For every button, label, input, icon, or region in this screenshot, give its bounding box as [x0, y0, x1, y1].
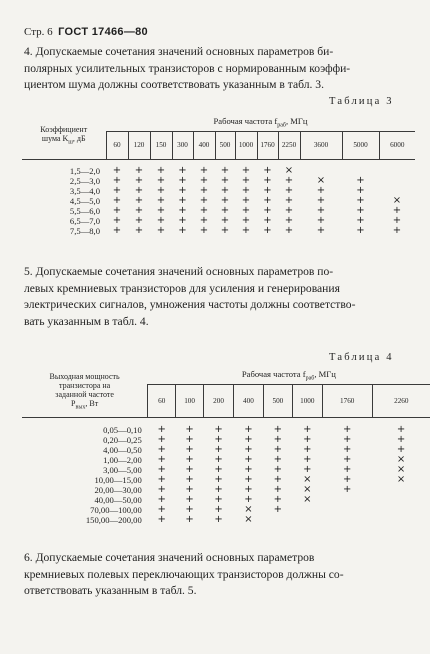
mark-cell: + — [157, 463, 166, 475]
row-header-unit: , дБ — [72, 133, 86, 143]
mark-cell: + — [273, 483, 283, 495]
row-header-line: Коэффициент — [40, 124, 88, 134]
mark-cell: + — [134, 174, 144, 186]
mark-cell: + — [396, 423, 406, 435]
column-header-unit: , МГц — [314, 369, 336, 380]
row-label: 150,00—200,00 — [85, 515, 142, 525]
row-label: 20,00—30,00 — [94, 485, 142, 495]
frequency-cell: 1000 — [235, 131, 257, 159]
mark-cell: × — [244, 503, 253, 515]
table-row — [22, 425, 430, 435]
mark-cell: + — [342, 483, 352, 495]
row-header — [22, 114, 106, 159]
mark-cell: + — [156, 204, 166, 216]
row-label: 7,5—8,0 — [69, 226, 100, 236]
text-line: электрических сигналов, умножения частоты должны соответство- — [24, 298, 356, 311]
table-row — [22, 515, 430, 525]
mark-cell: + — [178, 214, 187, 226]
mark-cell: + — [392, 214, 402, 226]
mark-cell: + — [342, 473, 352, 485]
text-line: 6. Допускаемые сочетания значений основных параметров — [24, 551, 315, 564]
mark-cell: + — [156, 194, 166, 206]
mark-cell: + — [214, 483, 223, 495]
frequency-cell: 150 — [150, 131, 172, 159]
mark-cell: + — [220, 194, 230, 206]
row-label: 0,20—0,25 — [103, 435, 142, 445]
row-label: 40,00—50,00 — [94, 495, 142, 505]
mark-cell: × — [303, 473, 312, 485]
mark-cell: + — [284, 224, 294, 236]
mark-cell: + — [392, 204, 402, 216]
mark-cell: + — [303, 453, 312, 465]
mark-cell — [372, 485, 430, 495]
mark-cell: + — [214, 493, 223, 505]
mark-cell: + — [185, 513, 194, 525]
mark-cell: + — [134, 184, 144, 196]
mark-cell: + — [157, 423, 166, 435]
mark-cell: + — [273, 433, 283, 445]
mark-cell — [379, 166, 415, 176]
mark-cell: + — [112, 214, 122, 226]
frequency-cell: 400 — [193, 131, 215, 159]
mark-cell: + — [316, 184, 326, 196]
column-header-sub: раб — [277, 122, 286, 129]
row-label: 2,5—3,0 — [69, 176, 100, 186]
row-header-line: заданной частоте — [55, 389, 114, 399]
table-row — [22, 485, 430, 495]
column-header-text: Рабочая частота f — [213, 115, 278, 126]
frequency-cell: 60 — [148, 384, 176, 417]
mark-cell: + — [112, 174, 122, 186]
row-header-line: Выходная мощность — [49, 371, 120, 381]
mark-cell: + — [241, 184, 251, 196]
mark-cell — [372, 515, 430, 525]
frequency-cell: 100 — [176, 384, 204, 417]
mark-cell: + — [263, 214, 272, 226]
spacer-cell — [22, 417, 430, 425]
mark-cell: + — [303, 423, 312, 435]
mark-cell: + — [199, 164, 209, 176]
frequency-cell: 1000 — [292, 384, 322, 417]
table-row — [22, 505, 430, 515]
row-label: 6,5—7,0 — [69, 216, 100, 226]
mark-cell: + — [342, 463, 352, 475]
mark-cell: + — [178, 174, 187, 186]
mark-cell: + — [303, 443, 312, 455]
mark-cell: + — [220, 164, 230, 176]
mark-cell: + — [342, 423, 352, 435]
mark-cell: + — [241, 204, 251, 216]
mark-cell: + — [214, 503, 223, 515]
mark-cell: × — [303, 493, 312, 505]
mark-cell: + — [214, 443, 223, 455]
mark-cell: + — [185, 463, 194, 475]
mark-cell — [263, 515, 292, 525]
mark-cell: + — [178, 184, 187, 196]
mark-cell: + — [220, 214, 230, 226]
table-row — [22, 465, 430, 475]
frequency-cell: 1760 — [322, 384, 372, 417]
mark-cell: + — [303, 463, 312, 475]
spacer-row — [22, 417, 430, 425]
mark-cell: + — [241, 174, 251, 186]
paragraph-4 — [24, 44, 408, 94]
row-header-line: шума K — [41, 133, 69, 143]
frequency-cell: 400 — [233, 384, 263, 417]
frequency-cell: 60 — [106, 131, 128, 159]
page-header — [24, 26, 148, 38]
spacer-cell — [22, 159, 415, 166]
mark-cell: + — [263, 174, 272, 186]
mark-cell: × — [303, 483, 312, 495]
row-header-line: транзистора на — [59, 380, 111, 390]
mark-cell: + — [220, 184, 230, 196]
mark-cell: + — [112, 164, 122, 176]
table-row — [22, 435, 430, 445]
mark-cell: + — [396, 433, 406, 445]
mark-cell: × — [396, 473, 406, 485]
mark-cell: + — [284, 194, 294, 206]
mark-cell: + — [112, 204, 122, 216]
mark-cell: + — [199, 204, 209, 216]
mark-cell: + — [316, 214, 326, 226]
mark-cell: + — [263, 164, 272, 176]
mark-cell: + — [156, 174, 166, 186]
mark-cell: + — [178, 164, 187, 176]
mark-cell: × — [396, 453, 406, 465]
mark-cell — [372, 505, 430, 515]
text-line: вать указанным в табл. 4. — [24, 314, 149, 328]
row-label: 4,00—0,50 — [103, 445, 142, 455]
column-header-unit: , МГц — [285, 115, 308, 126]
mark-cell: + — [214, 473, 223, 485]
frequency-cell: 300 — [172, 131, 193, 159]
text-line: левых кремниевых транзисторов для усиления и генерирования — [24, 281, 340, 295]
spacer-row — [22, 159, 415, 166]
mark-cell: + — [185, 473, 194, 485]
mark-cell: + — [244, 483, 253, 495]
mark-cell: + — [241, 194, 251, 206]
mark-cell: + — [214, 463, 223, 475]
mark-cell: + — [199, 184, 209, 196]
mark-cell: × — [284, 164, 294, 176]
mark-cell: + — [241, 214, 251, 226]
row-label: 5,5—6,0 — [69, 206, 100, 216]
frequency-cell: 2260 — [372, 384, 430, 417]
mark-cell: + — [263, 184, 272, 196]
mark-cell: + — [134, 214, 144, 226]
mark-cell — [322, 495, 372, 505]
text-line: кремниевых полевых переключающих транзисторов должны со- — [24, 567, 344, 581]
mark-cell: + — [244, 493, 253, 505]
row-label: 70,00—100,00 — [90, 505, 142, 515]
mark-cell: × — [316, 174, 326, 186]
mark-cell: + — [157, 513, 166, 525]
table-row — [22, 445, 430, 455]
mark-cell: + — [342, 453, 352, 465]
mark-cell: + — [156, 214, 166, 226]
mark-cell: + — [284, 204, 294, 216]
mark-cell: + — [112, 224, 122, 236]
table-4-caption: Таблица 4 — [329, 352, 394, 363]
column-group-header — [148, 368, 430, 384]
page-number: Стр. 6 — [24, 26, 53, 38]
column-header-text: Рабочая частота f — [241, 369, 306, 380]
mark-cell: + — [134, 164, 144, 176]
mark-cell: + — [199, 174, 209, 186]
mark-cell: + — [263, 204, 272, 216]
frequency-cell: 120 — [128, 131, 150, 159]
mark-cell: + — [220, 224, 230, 236]
mark-cell: + — [396, 443, 406, 455]
mark-cell: + — [342, 443, 352, 455]
frequency-cell: 5000 — [342, 131, 379, 159]
mark-cell: + — [244, 473, 253, 485]
text-line: 5. Допускаемые сочетания значений основных параметров по- — [24, 265, 334, 278]
mark-cell: + — [220, 204, 230, 216]
mark-cell: + — [134, 224, 144, 236]
mark-cell: + — [185, 503, 194, 515]
mark-cell: + — [185, 423, 194, 435]
mark-cell: + — [303, 433, 312, 445]
frequency-cell: 500 — [263, 384, 292, 417]
mark-cell: + — [185, 483, 194, 495]
mark-cell: + — [220, 174, 230, 186]
mark-cell: + — [356, 214, 365, 226]
mark-cell: + — [157, 503, 166, 515]
mark-cell: + — [244, 433, 253, 445]
paragraph-6 — [24, 550, 408, 600]
mark-cell: + — [356, 204, 365, 216]
mark-cell: + — [157, 433, 166, 445]
mark-cell: × — [396, 463, 406, 475]
row-label: 4,5—5,0 — [69, 196, 100, 206]
mark-cell: + — [214, 423, 223, 435]
mark-cell: + — [185, 493, 194, 505]
table-row — [22, 226, 415, 236]
table-row — [22, 475, 430, 485]
row-label: 3,5—4,0 — [69, 186, 100, 196]
mark-cell: + — [112, 184, 122, 196]
mark-cell — [292, 515, 322, 525]
mark-cell: + — [342, 433, 352, 445]
mark-cell: + — [263, 224, 272, 236]
mark-cell: + — [178, 194, 187, 206]
mark-cell: + — [273, 473, 283, 485]
mark-cell: + — [156, 164, 166, 176]
mark-cell: + — [178, 224, 187, 236]
mark-cell: + — [241, 224, 251, 236]
mark-cell: + — [157, 483, 166, 495]
row-header — [22, 368, 148, 417]
mark-cell: + — [284, 214, 294, 226]
table-row — [22, 455, 430, 465]
text-line: 4. Допускаемые сочетания значений основных параметров би- — [24, 45, 334, 58]
mark-cell: + — [316, 224, 326, 236]
frequency-cell: 6000 — [379, 131, 415, 159]
row-label: 10,00—15,00 — [94, 475, 142, 485]
mark-cell: × — [244, 513, 253, 525]
mark-cell — [322, 515, 372, 525]
mark-cell: + — [273, 503, 283, 515]
mark-cell: + — [112, 194, 122, 206]
mark-cell — [372, 495, 430, 505]
mark-cell: + — [273, 463, 283, 475]
mark-cell: + — [273, 493, 283, 505]
mark-cell: + — [356, 184, 365, 196]
frequency-cell: 500 — [215, 131, 235, 159]
mark-cell: + — [199, 224, 209, 236]
row-header-sub: вых — [75, 404, 86, 411]
frequency-cell: 3600 — [300, 131, 342, 159]
row-header-line: P — [71, 398, 76, 408]
mark-cell: + — [244, 463, 253, 475]
text-line: циентом шума должны соответствовать указанным в табл. 3. — [24, 78, 324, 91]
mark-cell: + — [214, 513, 223, 525]
row-header-sub: ш — [68, 139, 73, 146]
mark-cell: + — [156, 184, 166, 196]
row-label: 3,00—5,00 — [103, 465, 142, 475]
text-line: ответствовать указанным в табл. 5. — [24, 584, 197, 597]
mark-cell: + — [185, 433, 194, 445]
mark-cell: + — [284, 184, 294, 196]
mark-cell: + — [214, 433, 223, 445]
table-row — [22, 495, 430, 505]
mark-cell: + — [157, 453, 166, 465]
mark-cell: + — [156, 224, 166, 236]
table-4 — [22, 368, 430, 525]
paragraph-5 — [24, 264, 408, 330]
mark-cell: + — [356, 174, 365, 186]
text-line: полярных усилительных транзисторов с нормированным коэффи- — [24, 61, 351, 75]
mark-cell: + — [199, 194, 209, 206]
mark-cell: + — [316, 194, 326, 206]
column-group-header — [106, 114, 415, 131]
frequency-cell: 2250 — [278, 131, 300, 159]
mark-cell — [322, 505, 372, 515]
frequency-cell: 200 — [204, 384, 234, 417]
mark-cell: + — [392, 224, 402, 236]
mark-cell: + — [356, 194, 365, 206]
row-label: 0,05—0,10 — [103, 425, 142, 435]
mark-cell: + — [214, 453, 223, 465]
mark-cell: + — [241, 164, 251, 176]
mark-cell: + — [134, 204, 144, 216]
header-row — [22, 368, 430, 384]
gost-number: ГОСТ 17466—80 — [58, 26, 148, 38]
row-label: 1,00—2,00 — [103, 455, 142, 465]
mark-cell: + — [356, 224, 365, 236]
mark-cell: + — [244, 423, 253, 435]
mark-cell: + — [273, 423, 283, 435]
mark-cell: + — [157, 443, 166, 455]
mark-cell — [379, 176, 415, 186]
mark-cell: + — [284, 174, 294, 186]
frequency-cell: 1760 — [257, 131, 278, 159]
mark-cell: + — [185, 443, 194, 455]
mark-cell: + — [178, 204, 187, 216]
table-3 — [22, 114, 415, 236]
mark-cell: + — [244, 443, 253, 455]
mark-cell: + — [273, 443, 283, 455]
mark-cell: + — [316, 204, 326, 216]
mark-cell: + — [244, 453, 253, 465]
mark-cell: + — [134, 194, 144, 206]
column-header-sub: раб — [305, 376, 315, 383]
mark-cell — [292, 505, 322, 515]
mark-cell: + — [185, 453, 194, 465]
table-3-caption: Таблица 3 — [329, 96, 394, 107]
mark-cell: × — [392, 194, 402, 206]
row-label: 1,5—2,0 — [69, 166, 100, 176]
row-header-unit: , Вт — [85, 398, 99, 408]
mark-cell: + — [263, 194, 272, 206]
mark-cell: + — [199, 214, 209, 226]
mark-cell: + — [157, 493, 166, 505]
mark-cell: + — [273, 453, 283, 465]
mark-cell: + — [157, 473, 166, 485]
header-row — [22, 114, 415, 131]
